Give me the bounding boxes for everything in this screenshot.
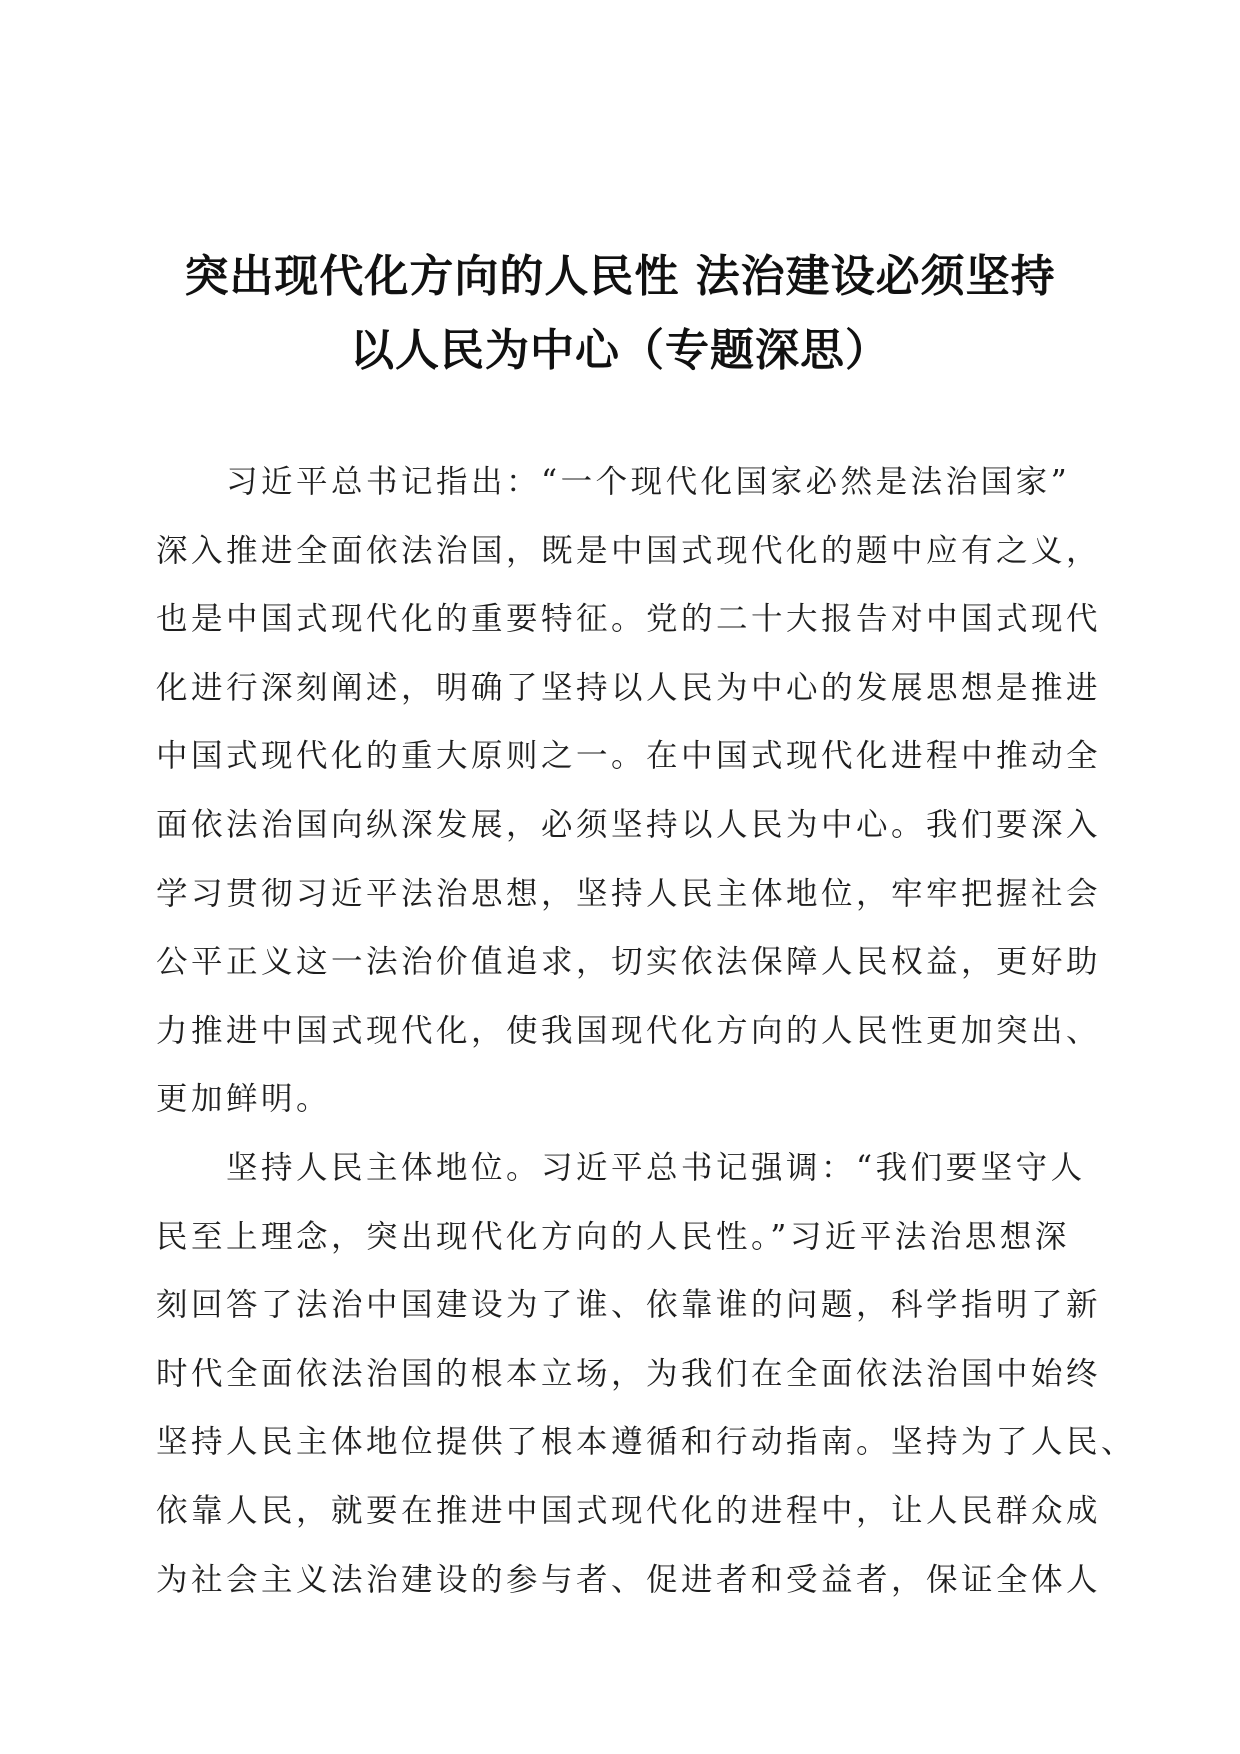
paragraph-line: 化进行深刻阐述，明确了坚持以人民为中心的发展思想是推进 [156,669,1102,706]
paragraph-line: 坚持人民主体地位。习近平总书记强调：“我们要坚守人 [226,1149,1086,1186]
paragraph-line: 面依法治国向纵深发展，必须坚持以人民为中心。我们要深入 [156,806,1102,843]
paragraph-line: 更加鲜明。 [156,1081,332,1118]
paragraph-line: 也是中国式现代化的重要特征。党的二十大报告对中国式现代 [156,601,1102,638]
paragraph-line: 坚持人民主体地位提供了根本遵循和行动指南。坚持为了人民、 [156,1424,1137,1461]
paragraph-line: 深入推进全面依法治国，既是中国式现代化的题中应有之义， [156,532,1102,569]
title-line: 以人民为中心（专题深思） [350,325,890,376]
paragraph-line: 公平正义这一法治价值追求，切实依法保障人民权益，更好助 [156,944,1102,981]
paragraph-line: 中国式现代化的重大原则之一。在中国式现代化进程中推动全 [156,738,1102,775]
paragraph [156,1134,1137,1614]
paragraph-line: 为社会主义法治建设的参与者、促进者和受益者，保证全体人 [156,1561,1102,1598]
paragraph-line: 依靠人民，就要在推进中国式现代化的进程中，让人民群众成 [156,1492,1102,1529]
paragraph-line: 习近平总书记指出：“一个现代化国家必然是法治国家” [226,464,1071,500]
paragraph [156,448,1102,1134]
paragraph-line: 刻回答了法治中国建设为了谁、依靠谁的问题，科学指明了新 [156,1287,1102,1324]
paragraph-line: 民至上理念，突出现代化方向的人民性。”习近平法治思想深 [156,1218,1070,1255]
paragraph-line: 学习贯彻习近平法治思想，坚持人民主体地位，牢牢把握社会 [156,875,1102,912]
paragraph-line: 时代全面依法治国的根本立场，为我们在全面依法治国中始终 [156,1355,1102,1392]
title-line: 突出现代化方向的人民性 法治建设必须坚持 [184,251,1056,302]
document-body [156,448,1137,1614]
paragraph-line: 力推进中国式现代化，使我国现代化方向的人民性更加突出、 [156,1012,1102,1049]
document-title [140,240,1100,388]
